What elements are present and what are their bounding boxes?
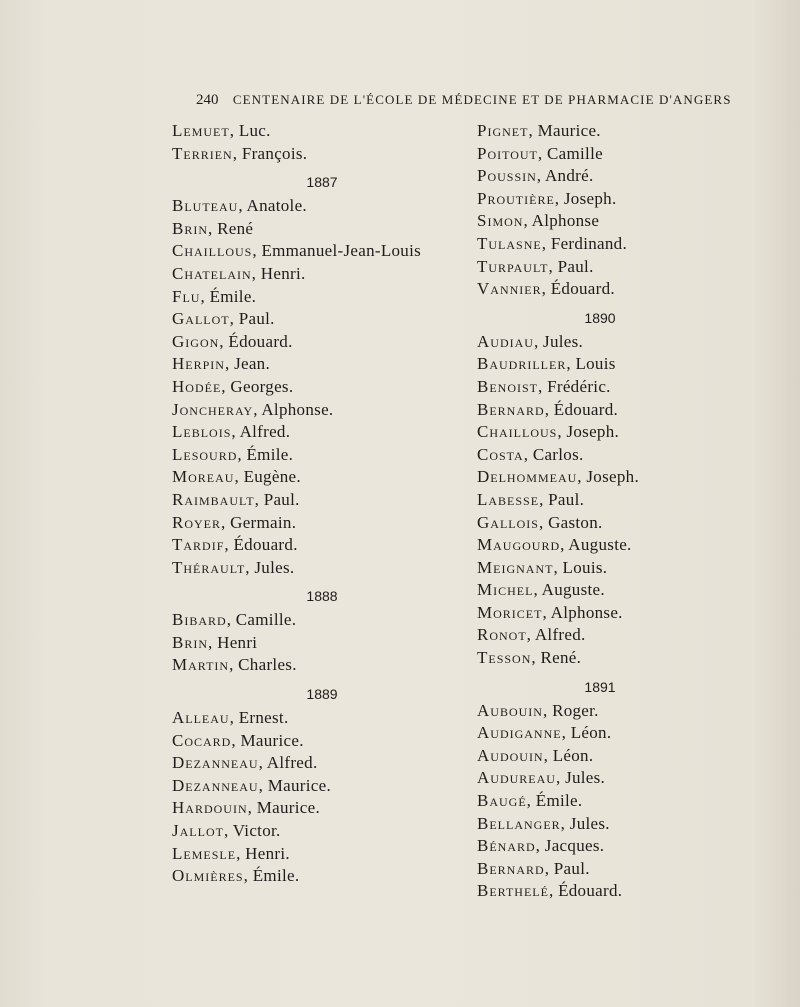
student-entry: Chatelain, Henri.: [172, 263, 306, 283]
given-name: Luc.: [238, 121, 271, 140]
given-name: Émile.: [535, 791, 583, 811]
student-entry: Bernard, Paul.: [477, 858, 590, 878]
surname: Brin: [172, 218, 209, 238]
right-column: [477, 120, 777, 903]
surname: Tardif: [172, 535, 225, 555]
student-entry: Maugourd, Auguste.: [477, 535, 632, 555]
student-entry: Vannier, Édouard.: [477, 279, 615, 299]
surname: Berthelé: [477, 881, 549, 901]
surname: Raimbault: [172, 489, 255, 509]
student-entry: Leblois, Alfred.: [172, 422, 291, 442]
given-name: Maurice.: [537, 121, 601, 140]
given-name: Alphonse.: [550, 602, 623, 622]
given-name: Alphonse: [531, 211, 600, 231]
surname: Bibard: [172, 610, 227, 630]
surname: Olmières: [172, 866, 244, 886]
surname: Jallot: [172, 821, 224, 841]
student-entry: Lesourd, Émile.: [172, 444, 294, 464]
surname: Chaillous: [172, 241, 253, 261]
given-name: Louis.: [562, 557, 608, 577]
given-name: Ferdinand.: [550, 233, 628, 253]
given-name: Ernest.: [238, 708, 289, 728]
student-entry: Michel, Auguste.: [477, 580, 605, 600]
left-column: [172, 120, 462, 888]
given-name: René.: [540, 648, 582, 668]
student-entry: Bénard, Jacques.: [477, 836, 605, 856]
student-entry: Tulasne, Ferdinand.: [477, 233, 628, 253]
given-name: Émile.: [252, 866, 300, 886]
student-entry: Bluteau, Anatole.: [172, 196, 307, 216]
given-name: Émile.: [246, 444, 294, 464]
student-entry: Turpault, Paul.: [477, 256, 594, 276]
student-entry: Chaillous, Joseph.: [477, 422, 620, 442]
surname: Poitout: [477, 143, 538, 163]
student-entry: Berthelé, Édouard.: [477, 881, 623, 901]
student-entry: Bernard, Édouard.: [477, 399, 619, 419]
given-name: Émile.: [209, 286, 257, 306]
given-name: Léon.: [552, 745, 594, 765]
surname: Meignant: [477, 557, 554, 577]
given-name: René: [217, 218, 254, 238]
student-entry: Poitout, Camille: [477, 143, 603, 163]
given-name: Édouard.: [228, 331, 293, 351]
surname: Bellanger: [477, 813, 561, 833]
student-entry: Bibard, Camille.: [172, 610, 297, 630]
surname: Cocard: [172, 730, 232, 750]
student-entry: Proutière, Joseph.: [477, 188, 617, 208]
surname: Flu: [172, 286, 201, 306]
surname: Martin: [172, 655, 230, 675]
surname: Turpault: [477, 256, 549, 276]
student-entry: Terrien, François.: [172, 143, 308, 163]
surname: Audureau: [477, 768, 556, 788]
surname: Bluteau: [172, 196, 239, 216]
page-header: [196, 92, 732, 109]
surname: Gigon: [172, 331, 220, 351]
surname: Moricet: [477, 602, 543, 622]
given-name: Jules.: [569, 813, 610, 833]
student-entry: Baugé, Émile.: [477, 791, 583, 811]
student-entry: Raimbault, Paul.: [172, 489, 300, 509]
student-entry: Simon, Alphonse: [477, 211, 600, 231]
surname: Poussin: [477, 166, 537, 186]
given-name: Paul.: [263, 489, 300, 509]
student-entry: Delhommeau, Joseph.: [477, 467, 640, 487]
surname: Maugourd: [477, 535, 561, 555]
student-entry: Lemesle, Henri.: [172, 843, 290, 863]
given-name: Édouard.: [553, 399, 619, 419]
given-name: Jules.: [543, 331, 584, 351]
surname: Hardouin: [172, 798, 248, 818]
surname: Gallois: [477, 512, 539, 532]
surname: Alleau: [172, 708, 230, 728]
student-entry: Ronot, Alfred.: [477, 625, 586, 645]
running-title: CENTENAIRE DE L'ÉCOLE DE MÉDECINE ET DE PHARMACIE D'ANGERS: [232, 92, 732, 107]
given-name: Henri: [217, 632, 258, 652]
surname: Bernard: [477, 858, 545, 878]
student-entry: Poussin, André.: [477, 166, 594, 186]
student-entry: Brin, Henri: [172, 632, 258, 652]
given-name: Auguste.: [541, 580, 605, 600]
student-entry: Tesson, René.: [477, 648, 582, 668]
surname: Tulasne: [477, 233, 542, 253]
surname: Proutière: [477, 188, 555, 208]
year-heading: 1889: [306, 686, 338, 703]
student-entry: Hardouin, Maurice.: [172, 798, 321, 818]
student-entry: Moricet, Alphonse.: [477, 602, 623, 622]
given-name: Édouard.: [558, 881, 623, 901]
surname: Vannier: [477, 279, 542, 299]
surname: Moreau: [172, 467, 235, 487]
given-name: Anatole.: [246, 196, 307, 216]
given-name: Germain.: [230, 512, 297, 532]
given-name: Léon.: [570, 723, 612, 743]
given-name: Alfred.: [534, 625, 586, 645]
surname: Bénard: [477, 836, 536, 856]
surname: Audiau: [477, 331, 534, 351]
student-entry: Benoist, Frédéric.: [477, 376, 611, 396]
student-entry: Dezanneau, Alfred.: [172, 753, 318, 773]
given-name: Édouard.: [550, 279, 615, 299]
given-name: Paul.: [553, 858, 590, 878]
surname: Bernard: [477, 399, 545, 419]
student-entry: Dezanneau, Maurice.: [172, 775, 332, 795]
given-name: Maurice.: [256, 798, 321, 818]
surname: Terrien: [172, 143, 233, 163]
surname: Audouin: [477, 745, 544, 765]
surname: Dezanneau: [172, 753, 259, 773]
student-entry: Alleau, Ernest.: [172, 708, 289, 728]
given-name: Jules.: [565, 768, 606, 788]
surname: Herpin: [172, 354, 225, 374]
student-entry: Brin, René: [172, 218, 254, 238]
given-name: Eugène.: [243, 467, 301, 487]
student-entry: Cocard, Maurice.: [172, 730, 304, 750]
surname: Baudriller: [477, 354, 567, 374]
surname: Pignet: [477, 121, 529, 140]
year-heading: 1887: [306, 174, 338, 191]
student-entry: Royer, Germain.: [172, 512, 297, 532]
surname: Lemuet: [172, 121, 230, 140]
surname: Baugé: [477, 791, 527, 811]
surname: Lesourd: [172, 444, 238, 464]
student-entry: Audureau, Jules.: [477, 768, 606, 788]
surname: Dezanneau: [172, 775, 259, 795]
given-name: Alfred.: [266, 753, 318, 773]
surname: Gallot: [172, 309, 230, 329]
given-name: Camille: [547, 143, 603, 163]
student-entry: Hodée, Georges.: [172, 376, 294, 396]
student-entry: Audiganne, Léon.: [477, 723, 612, 743]
given-name: Henri.: [245, 843, 290, 863]
student-entry: Bellanger, Jules.: [477, 813, 610, 833]
given-name: Joseph.: [566, 422, 620, 442]
student-entry: Audouin, Léon.: [477, 745, 594, 765]
year-heading: 1891: [584, 678, 616, 695]
student-entry: Gigon, Édouard.: [172, 331, 293, 351]
student-entry: Labesse, Paul.: [477, 489, 585, 509]
surname: Chatelain: [172, 263, 252, 283]
surname: Labesse: [477, 489, 540, 509]
surname: Benoist: [477, 376, 539, 396]
surname: Aubouin: [477, 700, 543, 720]
student-entry: Gallot, Paul.: [172, 309, 275, 329]
given-name: Paul.: [548, 489, 585, 509]
student-entry: Flu, Émile.: [172, 286, 257, 306]
given-name: Jules.: [254, 557, 295, 577]
given-name: Henri.: [260, 263, 306, 283]
surname: Tesson: [477, 648, 532, 668]
surname: Costa: [477, 444, 524, 464]
student-entry: Gallois, Gaston.: [477, 512, 603, 532]
given-name: Maurice.: [240, 730, 304, 750]
student-entry: Olmières, Émile.: [172, 866, 300, 886]
given-name: Victor.: [232, 821, 281, 841]
given-name: Jean.: [234, 354, 271, 374]
student-entry: Martin, Charles.: [172, 655, 297, 675]
page-number: 240: [196, 92, 219, 108]
surname: Royer: [172, 512, 222, 532]
given-name: Paul.: [238, 309, 275, 329]
student-entry: Lemuet, Luc.: [172, 121, 271, 140]
given-name: André.: [544, 166, 594, 186]
student-entry: Meignant, Louis.: [477, 557, 608, 577]
given-name: Frédéric.: [547, 376, 611, 396]
year-heading: 1890: [584, 309, 616, 326]
given-name: Alphonse.: [261, 399, 334, 419]
given-name: Roger.: [552, 700, 599, 720]
student-entry: Joncheray, Alphonse.: [172, 399, 334, 419]
student-entry: Jallot, Victor.: [172, 821, 281, 841]
student-entry: Herpin, Jean.: [172, 354, 271, 374]
given-name: Jacques.: [544, 836, 605, 856]
surname: Hodée: [172, 376, 222, 396]
student-entry: Baudriller, Louis: [477, 354, 616, 374]
surname: Delhommeau: [477, 467, 578, 487]
given-name: François.: [241, 143, 308, 163]
given-name: Paul.: [557, 256, 594, 276]
student-entry: Thérault, Jules.: [172, 557, 295, 577]
given-name: Joseph.: [586, 467, 640, 487]
given-name: Alfred.: [239, 422, 291, 442]
surname: Joncheray: [172, 399, 254, 419]
given-name: Charles.: [238, 655, 297, 675]
surname: Lemesle: [172, 843, 237, 863]
student-entry: Audiau, Jules.: [477, 331, 584, 351]
given-name: Georges.: [230, 376, 294, 396]
given-name: Carlos.: [532, 444, 584, 464]
given-name: Gaston.: [548, 512, 603, 532]
student-entry: Aubouin, Roger.: [477, 700, 599, 720]
surname: Chaillous: [477, 422, 558, 442]
student-entry: Chaillous, Emmanuel-Jean-Louis: [172, 241, 422, 261]
given-name: Édouard.: [233, 535, 298, 555]
surname: Simon: [477, 211, 524, 231]
given-name: Louis: [575, 354, 616, 374]
given-name: Joseph.: [563, 188, 617, 208]
given-name: Auguste.: [568, 535, 632, 555]
surname: Thérault: [172, 557, 246, 577]
year-heading: 1888: [306, 588, 338, 605]
surname: Audiganne: [477, 723, 562, 743]
surname: Brin: [172, 632, 209, 652]
surname: Michel: [477, 580, 534, 600]
surname: Ronot: [477, 625, 527, 645]
student-entry: Costa, Carlos.: [477, 444, 584, 464]
given-name: Maurice.: [267, 775, 332, 795]
given-name: Camille.: [235, 610, 297, 630]
given-name: Emmanuel-Jean-Louis: [261, 241, 422, 261]
student-entry: Tardif, Édouard.: [172, 535, 298, 555]
student-entry: Pignet, Maurice.: [477, 121, 601, 140]
surname: Leblois: [172, 422, 232, 442]
student-entry: Moreau, Eugène.: [172, 467, 301, 487]
